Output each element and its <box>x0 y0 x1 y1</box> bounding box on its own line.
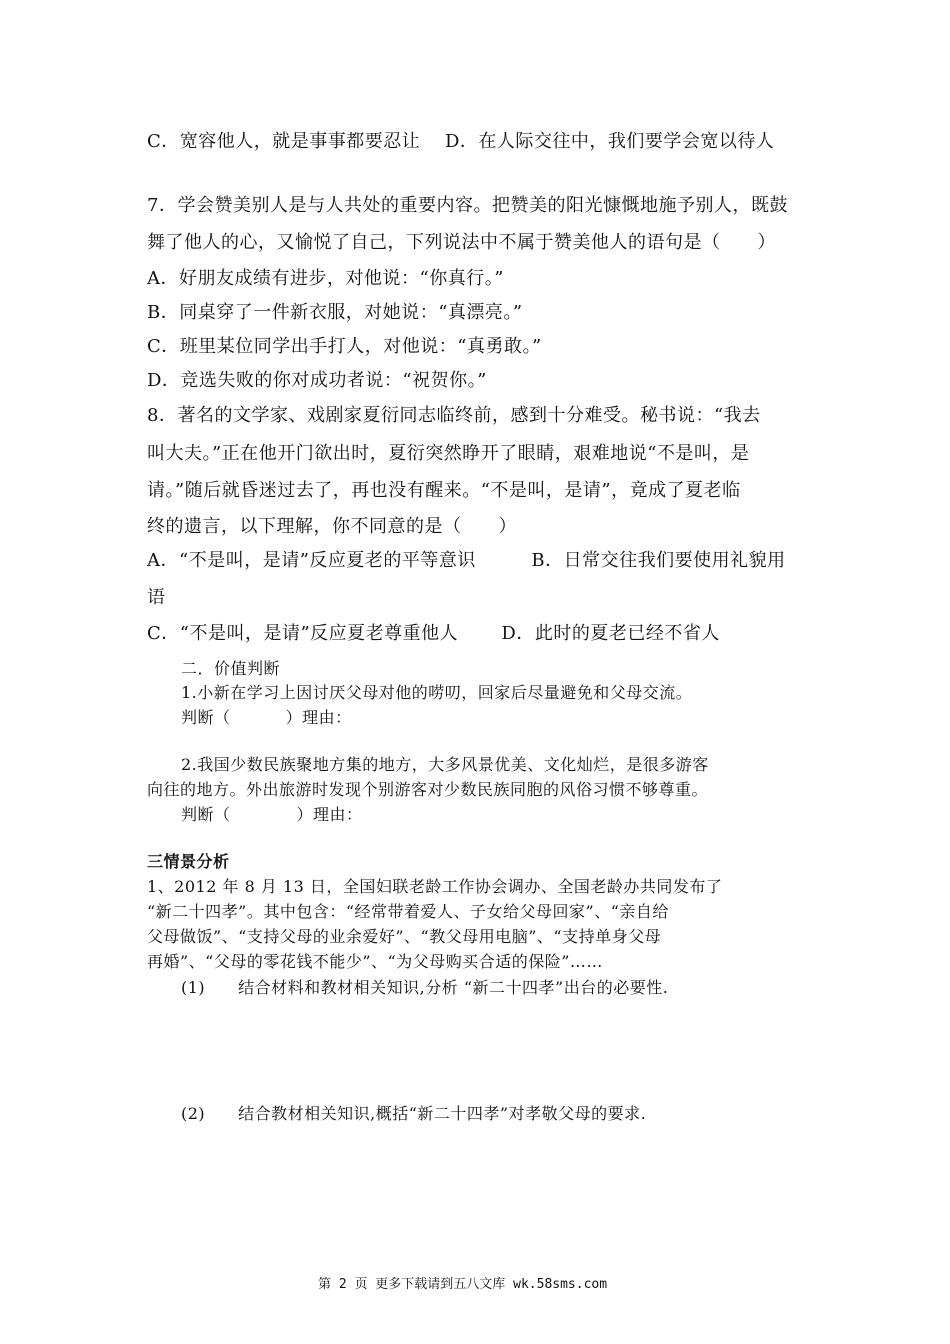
q8-stem-line4: 终的遗言，以下理解，你不同意的是（ ） <box>147 516 517 537</box>
section2-item1-text: 1.小新在学习上因讨厌父母对他的唠叨，回家后尽量避免和父母交流。 <box>181 683 693 702</box>
section3-sub2: (2) 结合教材相关知识,概括“新二十四孝”对孝敬父母的要求. <box>181 1104 647 1123</box>
q7-option-d: D．竞选失败的你对成功者说：“祝贺你。” <box>147 370 487 391</box>
section3-para-line1: 1、2012 年 8 月 13 日，全国妇联老龄工作协会调办、全国老龄办共同发布了 <box>147 877 723 896</box>
q8-option-cd: C．“不是叫，是请”反应夏老尊重他人 D．此时的夏老已经不省人 <box>147 623 720 644</box>
section3-para-line4: 再婚”、“父母的零花钱不能少”、“为父母购买合适的保险”…… <box>147 952 603 971</box>
q8-stem-line1: 8．著名的文学家、戏剧家夏衍同志临终前，感到十分难受。秘书说：“我去 <box>147 405 761 426</box>
section3-para-line3: 父母做饭”、“支持父母的业余爱好”、“教父母用电脑”、“支持单身父母 <box>147 927 662 946</box>
q8-stem-line3: 请。”随后就昏迷过去了，再也没有醒来。“不是叫，是请”，竟成了夏老临 <box>147 480 741 501</box>
q7-option-b: B．同桌穿了一件新衣服，对她说：“真漂亮。” <box>147 302 523 323</box>
section2-item2-judge: 判断（ ）理由： <box>181 805 363 824</box>
section3-sub1: (1) 结合材料和教材相关知识,分析 “新二十四孝”出台的必要性. <box>181 978 669 997</box>
q8-stem-line2: 叫大夫。”正在他开门欲出时，夏衍突然睁开了眼睛，艰难地说“不是叫，是 <box>147 443 750 464</box>
q8-option-ab-line2: 语 <box>147 587 166 608</box>
q6-option-cd: C．宽容他人，就是事事都要忍让 D．在人际交往中，我们要学会宽以待人 <box>147 131 775 152</box>
section3-para-line2: “新二十四孝”。其中包含：“经常带着爱人、子女给父母回家”、“亲自给 <box>147 902 669 921</box>
q8-option-ab-line1: A．“不是叫，是请”反应夏老的平等意识 B．日常交往我们要使用礼貌用 <box>147 550 786 571</box>
section2-item2-line2: 向往的地方。外出旅游时发现个别游客对少数民族同胞的风俗习惯不够尊重。 <box>147 780 709 799</box>
section2-heading: 二．价值判断 <box>181 659 281 678</box>
q7-stem-line1: 7．学会赞美别人是与人共处的重要内容。把赞美的阳光慷慨地施予别人，既鼓 <box>147 195 788 216</box>
section3-heading: 三情景分析 <box>147 852 230 871</box>
section2-item2-line1: 2.我国少数民族聚地方集的地方，大多风景优美、文化灿烂，是很多游客 <box>181 755 709 774</box>
q7-option-a: A．好朋友成绩有进步，对他说：“你真行。” <box>147 268 504 289</box>
q7-stem-line2: 舞了他人的心，又愉悦了自己，下列说法中不属于赞美他人的语句是（ ） <box>147 232 776 253</box>
q7-option-c: C．班里某位同学出手打人，对他说：“真勇敢。” <box>147 336 542 357</box>
page-footer: 第 2 页 更多下载请到五八文库 wk.58sms.com <box>318 1277 608 1292</box>
section2-item1-judge: 判断（ ）理由： <box>181 708 352 727</box>
